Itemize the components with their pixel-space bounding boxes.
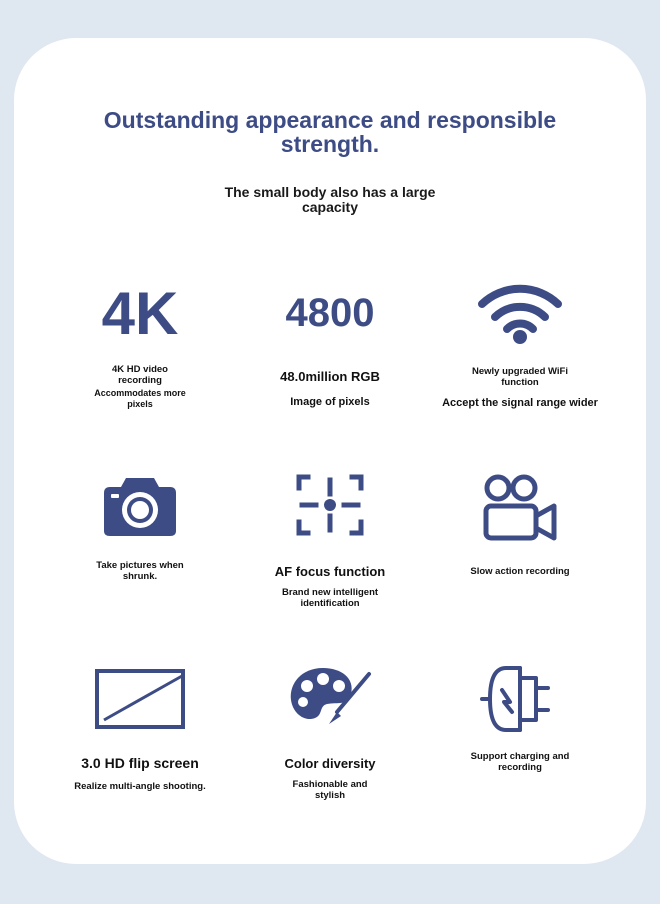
feature-focus-title: AF focus function — [274, 564, 386, 579]
feature-color-title: Color diversity — [284, 756, 376, 771]
flip-screen-icon — [94, 668, 186, 730]
feature-color-desc: Fashionable and stylish — [292, 779, 368, 801]
feature-4800-title: 48.0million RGB — [280, 369, 380, 384]
camera-icon — [102, 474, 178, 538]
focus-icon — [294, 470, 366, 540]
charging-plug-icon — [480, 664, 560, 734]
feature-wifi-desc: Accept the signal range wider — [442, 397, 598, 409]
feature-flip-screen-desc: Realize multi-angle shooting. — [74, 781, 206, 792]
video-camera-icon — [480, 472, 560, 542]
feature-flip-screen — [40, 668, 240, 792]
feature-focus-desc: Brand new intelligent identification — [281, 587, 379, 609]
page-title: Outstanding appearance and responsible strength. — [103, 107, 557, 157]
feature-camera — [40, 474, 240, 582]
4k-label: 4K — [101, 280, 179, 347]
feature-4800-desc: Image of pixels — [290, 396, 370, 408]
feature-video-title: Slow action recording — [470, 566, 570, 577]
feature-4k — [40, 282, 240, 410]
feature-charging-title: Support charging and recording — [470, 751, 570, 773]
4800-label: 4800 — [285, 291, 375, 335]
wifi-icon — [476, 280, 564, 346]
feature-4k-desc: Accommodates more pixels — [94, 388, 186, 409]
feature-flip-screen-title: 3.0 HD flip screen — [81, 755, 199, 771]
feature-video — [420, 472, 620, 577]
page-subtitle: The small body also has a large capacity — [224, 184, 436, 215]
feature-wifi-title: Newly upgraded WiFi function — [472, 366, 568, 388]
feature-charging — [420, 664, 620, 773]
feature-wifi — [420, 280, 620, 410]
palette-icon — [285, 662, 375, 732]
feature-4800 — [230, 288, 430, 409]
feature-camera-title: Take pictures when shrunk. — [96, 560, 184, 582]
feature-4k-title: 4K HD video recording — [112, 364, 168, 386]
feature-color — [230, 662, 430, 801]
feature-focus — [230, 470, 430, 609]
